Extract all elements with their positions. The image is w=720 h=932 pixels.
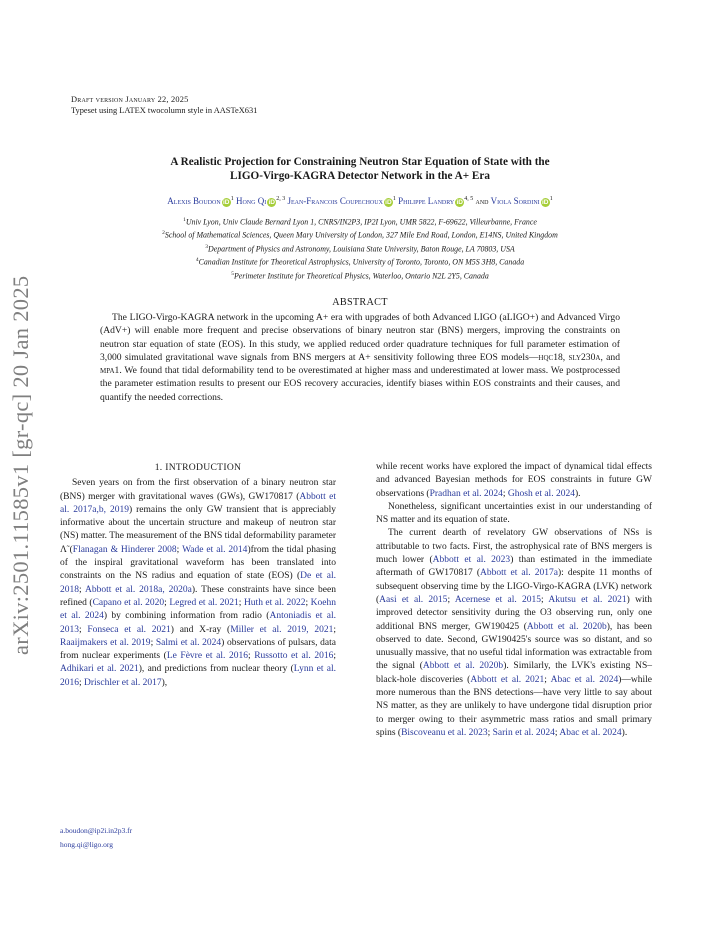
citation-link[interactable]: Ghosh et al. 2024 <box>507 488 575 499</box>
author-affil-sup: 1 <box>392 196 396 202</box>
citation-link[interactable]: Russotto et al. 2016 <box>254 651 334 662</box>
author-name[interactable]: Viola Sordini <box>490 196 540 206</box>
citation-link[interactable]: Abbott et al. 2021 <box>470 674 545 685</box>
abstract-text: , and <box>600 351 621 363</box>
citation-link[interactable]: Acernese et al. 2015 <box>454 594 541 605</box>
citation-link[interactable]: Huth et al. 2022 <box>243 597 306 608</box>
orcid-icon[interactable]: iD <box>222 199 230 206</box>
citation-link[interactable]: Legred et al. 2021 <box>169 597 239 608</box>
affiliation-sup: 3 <box>205 243 209 250</box>
citation-link[interactable]: Abac et al. 2024 <box>550 674 619 685</box>
citation-link[interactable]: Antoniadis et al. 2013 <box>60 611 336 635</box>
affiliation-line <box>60 269 660 282</box>
eos-model-name: sly230a <box>568 351 601 363</box>
citation-link[interactable]: Abbott et al. 2018a, 2020a <box>85 584 192 595</box>
citation-link[interactable]: Akutsu et al. 2021 <box>548 594 627 605</box>
header-meta <box>71 94 257 116</box>
affiliation-text: Perimeter Institute for Theoretical Physics, Waterloo, Ontario N2L 2Y5, Canada <box>233 271 489 281</box>
orcid-icon[interactable]: iD <box>541 199 549 206</box>
citation-link[interactable]: Flanagan & Hinderer 2008 <box>72 544 177 555</box>
citation-link[interactable]: Miller et al. 2019, 2021 <box>230 624 334 635</box>
citation-link[interactable]: Fonseca et al. 2021 <box>87 624 171 635</box>
citation-link[interactable]: Abbott et al. 2020b <box>526 621 607 632</box>
abstract-text: . We found that tidal deformability tend to be overestimated at higher mass and underestimated at lower mass. We postprocessed the parameter estimation results to present our EOS recovery accuracies, identify biases within EOS constraints and their causes, and quantify the needed corrections. <box>100 365 620 403</box>
affiliation-sup: 5 <box>231 270 234 277</box>
author-affil-sup: 1 <box>230 196 234 202</box>
abstract-body <box>100 311 620 404</box>
affiliation-sup: 1 <box>183 217 186 223</box>
affiliation-text: School of Mathematical Sciences, Queen Mary University of London, 327 Mile End Road, London, E14NS, United Kingdom <box>164 231 558 241</box>
affiliation-text: Canadian Institute for Theoretical Astrophysics, University of Toronto, Toronto, ON M5S 3H8, Canada <box>198 257 525 267</box>
citation-link[interactable]: Abbott et al. 2020b <box>422 661 504 672</box>
orcid-icon[interactable]: iD <box>385 199 392 206</box>
citation-link[interactable]: Abbott et al. 2017a <box>480 568 558 579</box>
citation-link[interactable]: Biscoveanu et al. 2023 <box>401 727 488 738</box>
footnotes <box>60 824 132 851</box>
citation-link[interactable]: Raaijmakers et al. 2019 <box>60 637 151 648</box>
draft-version-line: Draft version January 22, 2025 <box>71 95 189 104</box>
citation-link[interactable]: Abbott et al. 2017a,b, 2019 <box>60 491 336 515</box>
intro-paragraph: while recent works have explored the impact of dynamical tidal effects and advanced Bayesian methods for EOS constraints in future GW observations (Pradhan et al. 2024; Ghosh et al. 2024). <box>376 462 652 499</box>
author-affil-sup: 1 <box>549 196 553 202</box>
affiliation-line <box>60 228 660 241</box>
affiliation-text: Univ Lyon, Univ Claude Bernard Lyon 1, CNRS/IN2P3, IP2I Lyon, UMR 5822, F-69622, Villeurbanne, France <box>185 217 537 227</box>
eos-model-name: hqc18 <box>538 351 563 363</box>
orcid-icon[interactable]: iD <box>268 199 275 206</box>
right-column <box>376 461 652 740</box>
author-affil-sup: 4, 5 <box>464 196 474 202</box>
affiliations <box>60 215 660 282</box>
affiliation-line <box>60 215 660 228</box>
author-name[interactable]: Jean-Francois Coupechoux <box>287 196 383 206</box>
citation-link[interactable]: Abac et al. 2024 <box>559 727 622 738</box>
author-affil-sup: 2, 3 <box>276 196 286 202</box>
citation-link[interactable]: Pradhan et al. 2024 <box>429 488 503 499</box>
affiliation-line <box>60 242 660 255</box>
author-name[interactable]: Alexis Boudon <box>167 196 221 206</box>
citation-link[interactable]: Drischler et al. 2017 <box>84 677 162 688</box>
author-list <box>60 193 660 207</box>
citation-link[interactable]: Capano et al. 2020 <box>92 597 165 608</box>
intro-paragraph: Seven years on from the first observation of a binary neutron star (BNS) merger with gravitational waves (GWs), GW170817 (Abbott et al. 2017a,b, 2019) remains the only GW transient that is appreciably informative about the uncertain structure and makeup of neutron star (NS) matter. The measurement of the BNS tidal deformability parameter Λ̃ (Flanagan & Hinderer 2008; Wade et al. 2014)from the tidal phasing of the inspiral gravitational waveform has been translated into constraints on the NS radius and equation of state (EOS) (De et al. 2018; Abbott et al. 2018a, 2020a). These constraints have since been refined (Capano et al. 2020; Legred et al. 2021; Huth et al. 2022; Koehn et al. 2024) by combining information from radio (Antoniadis et al. 2013; Fonseca et al. 2021) and X-ray (Miller et al. 2019, 2021; Raaijmakers et al. 2019; Salmi et al. 2024) observations of pulsars, data from nuclear experiments (Le Fèvre et al. 2016; Russotto et al. 2016; Adhikari et al. 2021), and predictions from nuclear theory (Lynn et al. 2016; Drischler et al. 2017), <box>60 478 336 688</box>
author-and: and <box>475 196 489 206</box>
affiliation-text: Department of Physics and Astronomy, Louisiana State University, Baton Rouge, LA 70803, USA <box>208 244 515 254</box>
title-line-2: LIGO-Virgo-KAGRA Detector Network in the A+ Era <box>230 170 490 182</box>
affiliation-sup: 2 <box>162 230 165 237</box>
affiliation-sup: 4 <box>195 257 199 264</box>
author-name[interactable]: Hong Qi <box>235 196 267 206</box>
intro-paragraph: Nonetheless, significant uncertainties exist in our understanding of NS matter and its equation of state. <box>376 501 652 526</box>
affiliation-line <box>60 255 660 268</box>
citation-link[interactable]: Le Fèvre et al. 2016 <box>166 651 248 662</box>
orcid-icon[interactable]: iD <box>456 199 463 206</box>
citation-link[interactable]: Adhikari et al. 2021 <box>60 664 139 675</box>
citation-link[interactable]: Koehn et al. 2024 <box>60 597 336 622</box>
intro-paragraph: The current dearth of revelatory GW observations of NSs is attributable to two facts. First, the astrophysical rate of BNS mergers is much lower (Abbott et al. 2023) than estimated in the immediate aftermath of GW170817 (Abbott et al. 2017a): despite 11 months of subsequent observing time by the LIGO-Virgo-KAGRA (LVK) network (Aasi et al. 2015; Acernese et al. 2015; Akutsu et al. 2021) with improved detector sensitivity during the O3 observing run, only one additional BNS merger, GW190425 (Abbott et al. 2020b), has been observed to date. Second, GW190425's source was so distant, and so unusually massive, that no useful tidal information was extractable from the signal (Abbott et al. 2020b). Similarly, the LVK's existing NS–black-hole discoveries (Abbott et al. 2021; Abac et al. 2024)—while more numerous than the BNS detections—have very little to say about NS matter, as they are unlikely to have undergone tidal disruption prior to merger owing to their asymmetric mass ratios and small primary spins (Biscoveanu et al. 2023; Sarin et al. 2024; Abac et al. 2024). <box>376 528 652 738</box>
citation-link[interactable]: Sarin et al. 2024 <box>492 727 555 738</box>
citation-link[interactable]: Abbott et al. 2023 <box>432 555 511 566</box>
typeset-line: Typeset using LATEX twocolumn style in AASTeX631 <box>71 106 258 115</box>
abstract-text: , <box>562 351 569 363</box>
arxiv-identifier-stamp[interactable]: arXiv:2501.11585v1 [gr-qc] 20 Jan 2025 <box>8 275 33 655</box>
left-column <box>60 461 336 690</box>
citation-link[interactable]: Aasi et al. 2015 <box>379 594 448 605</box>
footnote-email[interactable]: a.boudon@ip2i.in2p3.fr <box>60 826 133 835</box>
footnote-email[interactable]: hong.qi@ligo.org <box>60 839 114 849</box>
abstract-heading: ABSTRACT <box>332 297 388 308</box>
citation-link[interactable]: Salmi et al. 2024 <box>155 637 222 648</box>
eos-model-name: mpa1 <box>100 365 120 377</box>
citation-link[interactable]: Wade et al. 2014 <box>182 544 248 555</box>
citation-link[interactable]: Lynn et al. 2016 <box>60 664 336 688</box>
author-name[interactable]: Philippe Landry <box>398 196 455 206</box>
title-line-1: A Realistic Projection for Constraining Neutron Star Equation of State with the <box>170 156 550 168</box>
abstract-text: The LIGO-Virgo-KAGRA network in the upcoming A+ era with upgrades of both Advanced LIGO (aLIGO+) and Advanced Virgo (AdV+) will enable more frequent and precise observations of binary neutron star (BNS) mergers, improving the constraints on neutron star equation of state (EOS). In this study, we applied reduced order quadrature techniques for full parameter estimation of 3,000 simulated gravitational wave signals from BNS mergers at A+ sensitivity following three EOS models— <box>100 312 620 363</box>
section-heading: 1. INTRODUCTION <box>154 462 242 473</box>
paper-title <box>60 155 660 183</box>
citation-link[interactable]: De et al. 2018 <box>60 571 336 595</box>
